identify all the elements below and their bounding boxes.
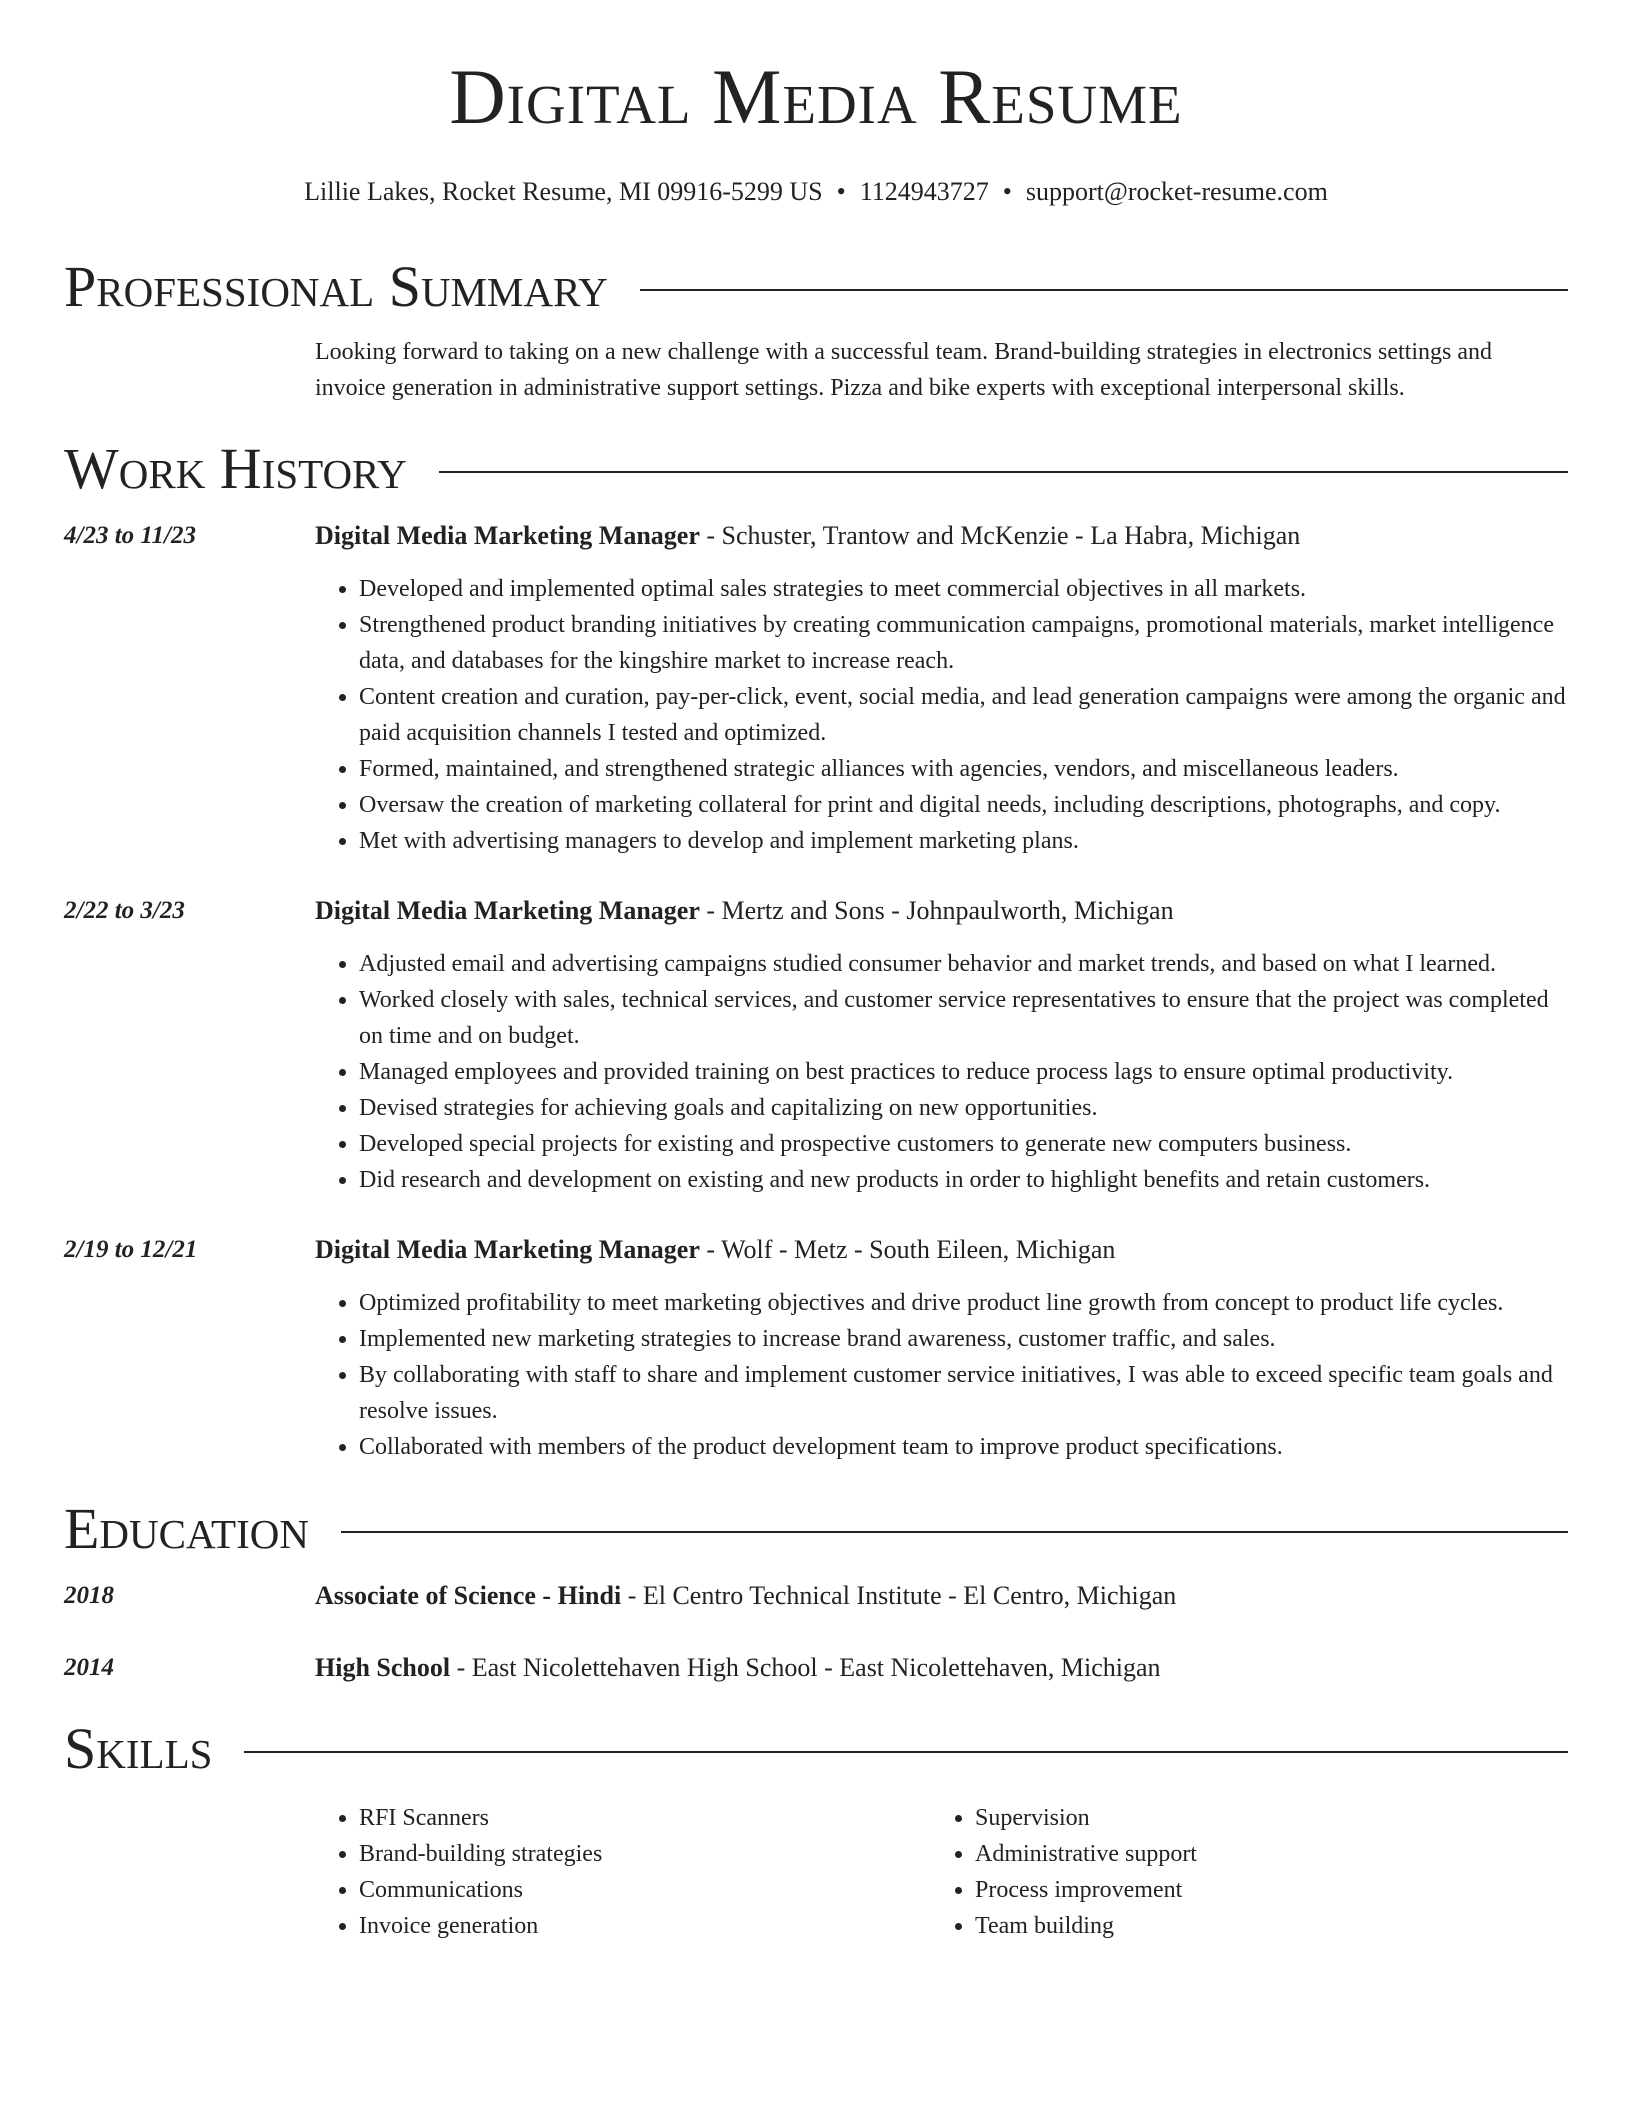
education-entry xyxy=(315,1652,1161,1683)
contact-address: Lillie Lakes, Rocket Resume, MI 09916-5299 US xyxy=(304,177,823,206)
list-item: • Collaborated with members of the product development team to improve product specifications. xyxy=(359,1429,1568,1465)
job-title: Digital Media Marketing Manager xyxy=(315,1235,700,1264)
skill-item: • RFI Scanners xyxy=(359,1800,875,1836)
skill-item: • Team building xyxy=(975,1908,1491,1944)
job-details: - Mertz and Sons - Johnpaulworth, Michigan xyxy=(699,896,1174,925)
skills-list-right xyxy=(931,1800,1491,1944)
section-title: Work History xyxy=(64,436,407,501)
education-details: - El Centro Technical Institute - El Centro, Michigan xyxy=(621,1581,1177,1610)
list-item: • Met with advertising managers to develop and implement marketing plans. xyxy=(359,823,1568,859)
education-details: - East Nicolettehaven High School - East Nicolettehaven, Michigan xyxy=(450,1653,1161,1682)
section-title: Skills xyxy=(64,1716,213,1781)
education-degree: High School xyxy=(315,1653,451,1682)
job-header xyxy=(315,895,1174,926)
job-dates: 2/19 to 12/21 xyxy=(64,1236,198,1263)
contact-line xyxy=(64,176,1568,207)
list-item: • Content creation and curation, pay-per-click, event, social media, and lead generation campaigns were among the organic and paid acquisition channels I tested and optimized. xyxy=(359,679,1568,751)
section-skills-heading xyxy=(64,1716,1568,1781)
section-education-heading xyxy=(64,1496,1568,1561)
section-divider xyxy=(640,289,1568,291)
section-divider xyxy=(244,1751,1568,1753)
section-title: Professional Summary xyxy=(64,254,608,319)
section-summary-heading xyxy=(64,254,1568,319)
education-degree: Associate of Science - Hindi xyxy=(315,1581,622,1610)
list-item: • Devised strategies for achieving goals and capitalizing on new opportunities. xyxy=(359,1090,1568,1126)
section-divider xyxy=(341,1531,1568,1533)
section-title: Education xyxy=(64,1496,309,1561)
job-title: Digital Media Marketing Manager xyxy=(315,521,700,550)
job-details: - Schuster, Trantow and McKenzie - La Habra, Michigan xyxy=(699,521,1301,550)
skill-item: • Communications xyxy=(359,1872,875,1908)
list-item: • Worked closely with sales, technical services, and customer service representatives to ensure that the project was completed on time and on budget. xyxy=(359,982,1568,1054)
skill-item: • Supervision xyxy=(975,1800,1491,1836)
skill-item: • Brand-building strategies xyxy=(359,1836,875,1872)
list-item: • Managed employees and provided training on best practices to reduce process lags to ensure optimal productivity. xyxy=(359,1054,1568,1090)
education-year: 2014 xyxy=(64,1654,114,1681)
list-item: • Implemented new marketing strategies to increase brand awareness, customer traffic, and sales. xyxy=(359,1321,1568,1357)
contact-separator: • xyxy=(1002,177,1012,206)
education-entry xyxy=(315,1580,1176,1611)
job-bullets xyxy=(315,946,1568,1198)
list-item: • Developed and implemented optimal sales strategies to meet commercial objectives in all markets. xyxy=(359,571,1568,607)
summary-text: Looking forward to taking on a new challenge with a successful team. Brand-building strategies in electronics settings and invoice generation in administrative support settings. Pizza and bike experts with exceptional interpersonal skills. xyxy=(315,339,1493,401)
contact-separator: • xyxy=(836,177,846,206)
list-item: • Developed special projects for existing and prospective customers to generate new computers business. xyxy=(359,1126,1568,1162)
list-item: • Strengthened product branding initiatives by creating communication campaigns, promotional materials, market intelligence data, and databases for the kingshire market to increase reach. xyxy=(359,607,1568,679)
education-year: 2018 xyxy=(64,1582,114,1609)
list-item: • Oversaw the creation of marketing collateral for print and digital needs, including descriptions, photographs, and copy. xyxy=(359,787,1568,823)
list-item: • Formed, maintained, and strengthened strategic alliances with agencies, vendors, and miscellaneous leaders. xyxy=(359,751,1568,787)
job-header xyxy=(315,1234,1115,1265)
section-divider xyxy=(439,471,1568,473)
list-item: • By collaborating with staff to share and implement customer service initiatives, I was able to exceed specific team goals and resolve issues. xyxy=(359,1357,1568,1429)
skills-list-left xyxy=(315,1800,875,1944)
list-item: • Adjusted email and advertising campaigns studied consumer behavior and market trends, and based on what I learned. xyxy=(359,946,1568,982)
list-item: • Optimized profitability to meet marketing objectives and drive product line growth from concept to product life cycles. xyxy=(359,1285,1568,1321)
job-bullets xyxy=(315,571,1568,859)
job-title: Digital Media Marketing Manager xyxy=(315,896,700,925)
skill-item: • Invoice generation xyxy=(359,1908,875,1944)
job-header xyxy=(315,520,1300,551)
job-details: - Wolf - Metz - South Eileen, Michigan xyxy=(699,1235,1116,1264)
list-item: • Did research and development on existing and new products in order to highlight benefits and retain customers. xyxy=(359,1162,1568,1198)
section-work-heading xyxy=(64,436,1568,501)
skill-item: • Process improvement xyxy=(975,1872,1491,1908)
job-bullets xyxy=(315,1285,1568,1465)
contact-email: support@rocket-resume.com xyxy=(1025,177,1328,206)
job-dates: 2/22 to 3/23 xyxy=(64,897,185,924)
skill-item: • Administrative support xyxy=(975,1836,1491,1872)
job-dates: 4/23 to 11/23 xyxy=(64,522,196,549)
page-title: Digital Media Resume xyxy=(449,53,1183,140)
contact-phone: 1124943727 xyxy=(859,177,989,206)
